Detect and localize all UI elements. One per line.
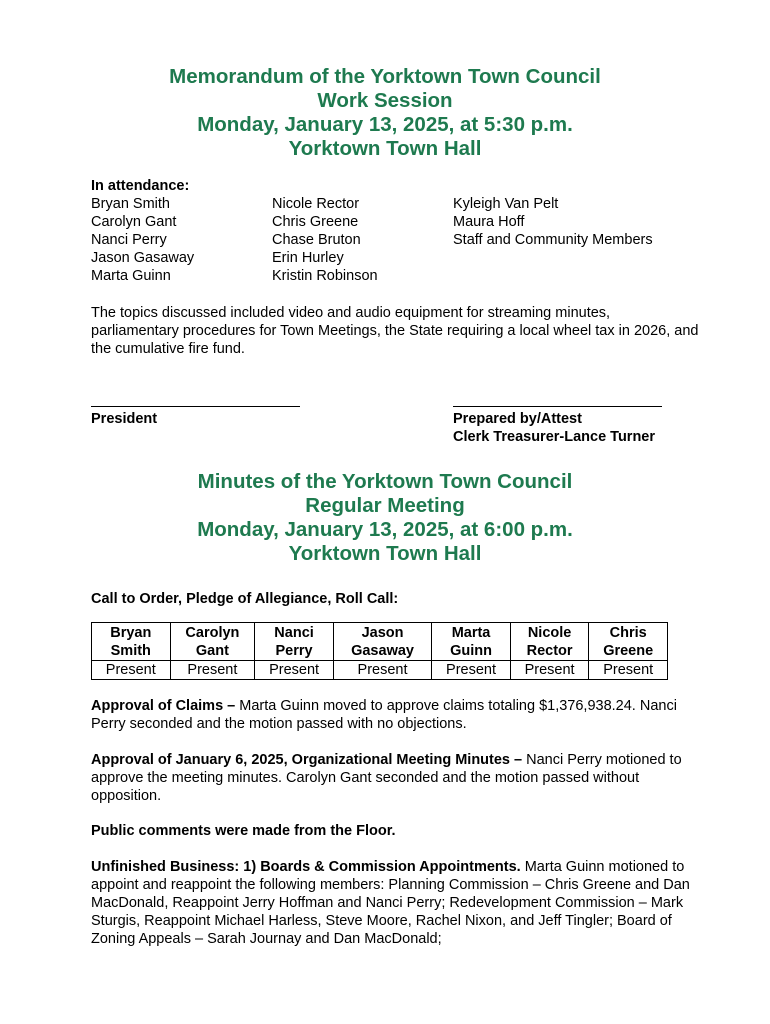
attendee: Jason Gasaway [91,250,195,266]
roll-call-status: Present [333,661,431,680]
unfinished-business-paragraph [91,858,701,948]
prepared-by-label: Prepared by/Attest [453,411,582,427]
minutes-title [0,470,770,566]
roll-call-table [91,622,668,680]
roll-call-name: Carolyn Gant [170,623,255,661]
clerk-treasurer-label: Clerk Treasurer-Lance Turner [453,429,656,445]
org-minutes-text: Nanci Perry motioned to approve the meeting minutes. Carolyn Gant seconded and the motion passed without opposition. [91,752,682,804]
minutes-title-line: Regular Meeting [305,494,465,517]
topics-paragraph: The topics discussed included video and audio equipment for streaming minutes, parliamentary procedures for Town Meetings, the State requiring a local wheel tax in 2026, and the cumulative fire fund. [91,305,699,357]
clerk-signature-line [453,406,662,407]
attendance-label: In attendance: [91,178,190,194]
roll-call-status: Present [170,661,255,680]
attendee: Marta Guinn [91,268,171,284]
roll-call-status: Present [589,661,668,680]
attendee: Kyleigh Van Pelt [453,196,559,212]
attendee: Carolyn Gant [91,214,177,230]
public-comments: Public comments were made from the Floor. [91,823,396,839]
roll-call-status: Present [255,661,334,680]
roll-call-status-row [92,661,668,680]
attendance-column-1 [91,195,194,285]
attendance-column-3 [453,195,653,249]
minutes-title-line: Minutes of the Yorktown Town Council [197,470,573,493]
roll-call-name: Bryan Smith [92,623,171,661]
unfinished-business-heading: Unfinished Business: 1) Boards & Commission Appointments. [91,859,521,875]
claims-text: Marta Guinn moved to approve claims totaling $1,376,938.24. Nanci Perry seconded and the motion passed with no objections. [91,698,677,732]
claims-heading: Approval of Claims – [91,698,236,714]
roll-call-status: Present [92,661,171,680]
roll-call-names-row [92,623,668,661]
roll-call-name: Jason Gasaway [333,623,431,661]
org-minutes-paragraph [91,751,701,805]
attendee: Nanci Perry [91,232,167,248]
attendance-column-2 [272,195,378,285]
president-label: President [91,411,158,427]
attendee: Kristin Robinson [272,268,378,284]
unfinished-business-text: Marta Guinn motioned to appoint and reappoint the following members: Planning Commission – Chris Greene and Dan MacDonald, Reappoint Jerry Hoffman and Nanci Perry; Redevelopment Commission – Mark Sturgis, Reappoint Michael Harless, Steve Moore, Rachel Nixon, and Jeff Tingler; Board of Zoning Appeals – Sarah Journay and Dan MacDonald; [91,859,690,947]
roll-call-name: Nicole Rector [510,623,589,661]
roll-call-name: Chris Greene [589,623,668,661]
memo-title-line: Work Session [317,89,453,112]
attendee: Staff and Community Members [453,232,653,248]
attendee: Chase Bruton [272,232,361,248]
claims-paragraph [91,697,701,733]
attendee: Chris Greene [272,214,359,230]
roll-call-name: Nanci Perry [255,623,334,661]
attendee: Nicole Rector [272,196,360,212]
roll-call-status: Present [510,661,589,680]
attendee: Erin Hurley [272,250,344,266]
memo-title-line: Yorktown Town Hall [288,137,482,160]
roll-call-name: Marta Guinn [432,623,511,661]
call-to-order-heading: Call to Order, Pledge of Allegiance, Roll Call: [91,591,399,607]
memo-title [0,65,770,161]
attendee: Bryan Smith [91,196,170,212]
roll-call-status: Present [432,661,511,680]
minutes-title-line: Monday, January 13, 2025, at 6:00 p.m. [197,518,573,541]
memo-title-line: Memorandum of the Yorktown Town Council [169,65,601,88]
minutes-title-line: Yorktown Town Hall [288,542,482,565]
org-minutes-heading: Approval of January 6, 2025, Organizational Meeting Minutes – [91,752,523,768]
memo-title-line: Monday, January 13, 2025, at 5:30 p.m. [197,113,573,136]
president-signature-line [91,406,300,407]
attendee: Maura Hoff [453,214,525,230]
